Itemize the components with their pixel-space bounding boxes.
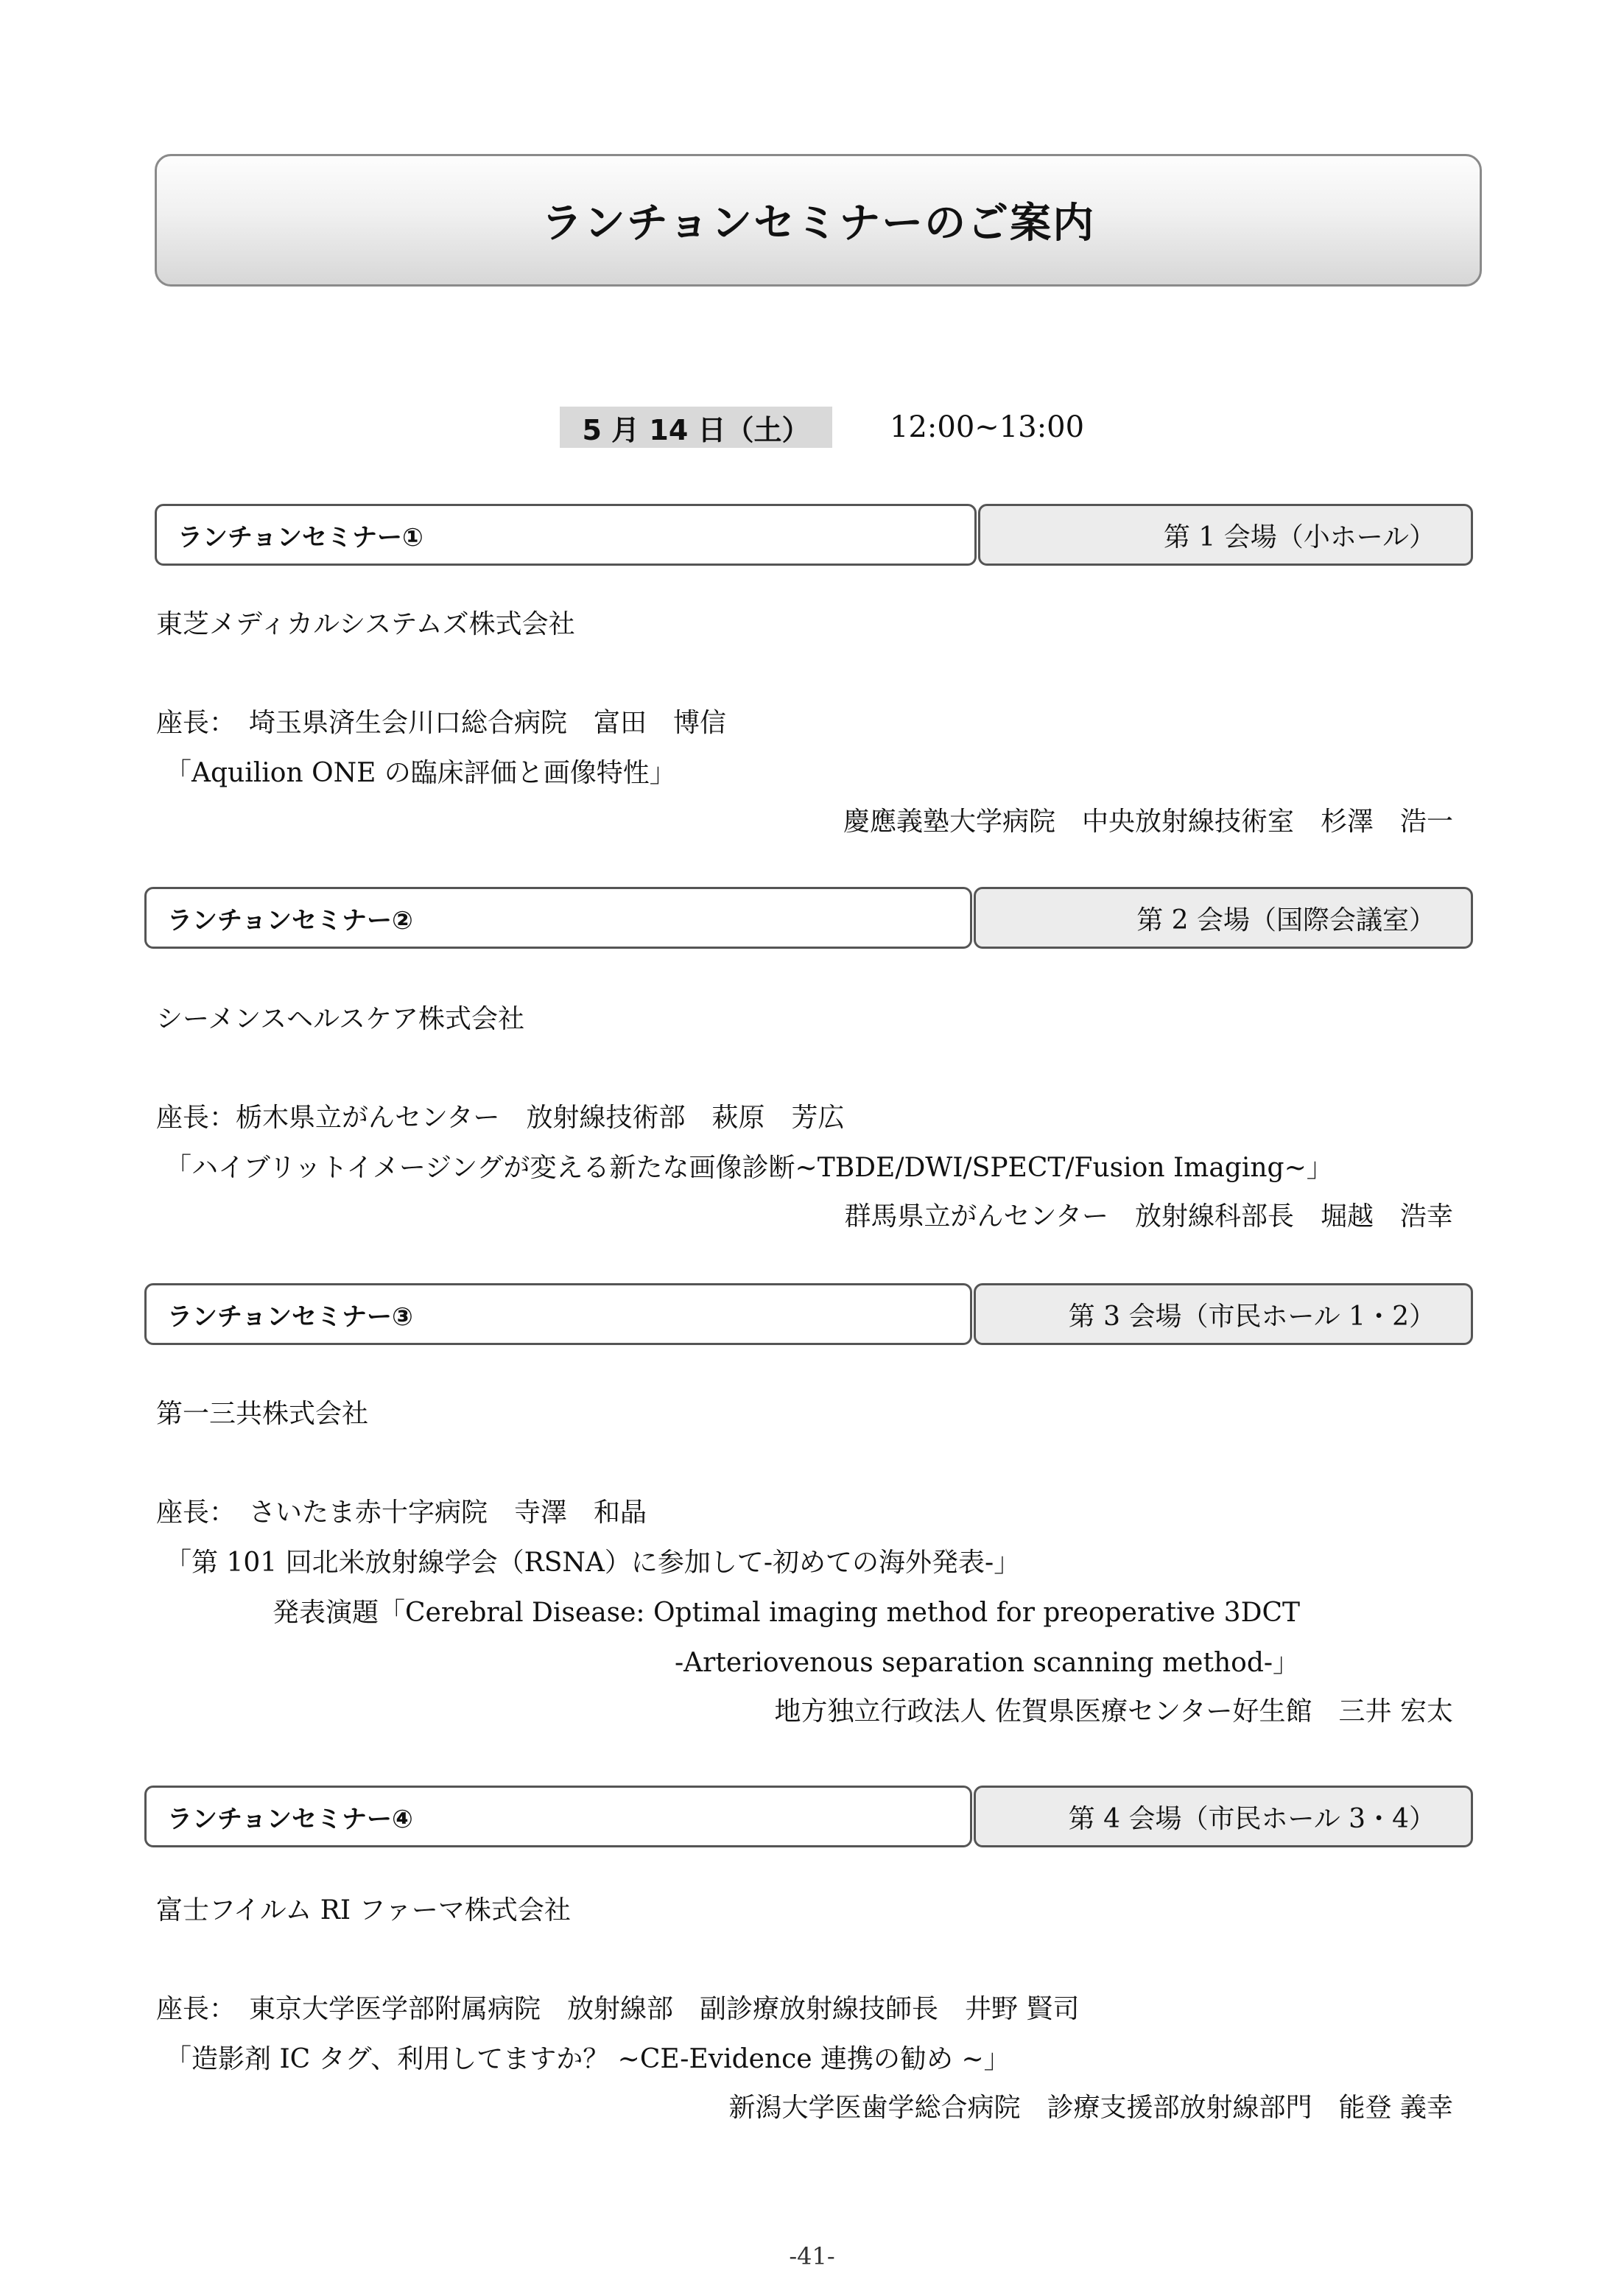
seminar-name: ランチョンセミナー④ — [144, 1786, 972, 1847]
seminar-venue: 第 2 会場（国際会議室） — [974, 887, 1473, 949]
seminar-name: ランチョンセミナー② — [144, 887, 972, 949]
date-label: 5 月 14 日（土） — [560, 407, 832, 448]
seminar-header-4 — [144, 1786, 1473, 1847]
chair: 座長：栃木県立がんセンター 放射線技術部 萩原 芳広 — [156, 1103, 845, 1133]
page-title: ランチョンセミナーのご案内 — [541, 200, 1096, 247]
page-number: -41- — [789, 2242, 835, 2270]
seminar-header-2 — [144, 887, 1473, 949]
sponsor: 富士フイルム RI ファーマ株式会社 — [156, 1895, 571, 1925]
presentation-title-line-2: -Arteriovenous separation scanning method-」 — [675, 1648, 1300, 1678]
lecture-title: 「第 101 回北米放射線学会（RSNA）に参加して-初めての海外発表-」 — [165, 1548, 1021, 1578]
speaker: 新潟大学医歯学総合病院 診療支援部放射線部門 能登 義幸 — [728, 2093, 1453, 2123]
speaker: 慶應義塾大学病院 中央放射線技術室 杉澤 浩一 — [843, 807, 1453, 837]
lecture-title: 「Aquilion ONE の臨床評価と画像特性」 — [165, 758, 676, 788]
seminar-venue: 第 3 会場（市民ホール 1・2） — [974, 1283, 1473, 1345]
chair: 座長： 東京大学医学部附属病院 放射線部 副診療放射線技師長 井野 賢司 — [156, 1994, 1080, 2024]
presentation-title-line-1: 発表演題「Cerebral Disease: Optimal imaging method for preoperative 3DCT — [273, 1598, 1301, 1628]
seminar-venue: 第 4 会場（市民ホール 3・4） — [974, 1786, 1473, 1847]
lecture-title: 「造影剤 IC タグ、利用してますか？ ~CE-Evidence 連携の勧め ~」 — [165, 2044, 1010, 2074]
speaker: 群馬県立がんセンター 放射線科部長 堀越 浩幸 — [844, 1201, 1453, 1232]
sponsor: 東芝メディカルシステムズ株式会社 — [156, 609, 575, 639]
seminar-name: ランチョンセミナー③ — [144, 1283, 972, 1345]
speaker: 地方独立行政法人 佐賀県医療センター好生館 三井 宏太 — [774, 1696, 1453, 1727]
chair: 座長： 埼玉県済生会川口総合病院 富田 博信 — [156, 708, 727, 738]
lecture-title: 「ハイブリットイメージングが変える新たな画像診断~TBDE/DWI/SPECT/Fusion Imaging~」 — [165, 1153, 1333, 1183]
sponsor: シーメンスヘルスケア株式会社 — [156, 1004, 525, 1034]
chair: 座長： さいたま赤十字病院 寺澤 和晶 — [156, 1498, 647, 1528]
seminar-venue: 第 1 会場（小ホール） — [978, 504, 1473, 566]
seminar-header-3 — [144, 1283, 1473, 1345]
seminar-name: ランチョンセミナー① — [155, 504, 977, 566]
time-text: 12:00~13:00 — [890, 410, 1085, 444]
title-banner — [155, 154, 1482, 287]
date-row — [560, 407, 1084, 448]
sponsor: 第一三共株式会社 — [156, 1399, 369, 1429]
seminar-header-1 — [155, 504, 1473, 566]
